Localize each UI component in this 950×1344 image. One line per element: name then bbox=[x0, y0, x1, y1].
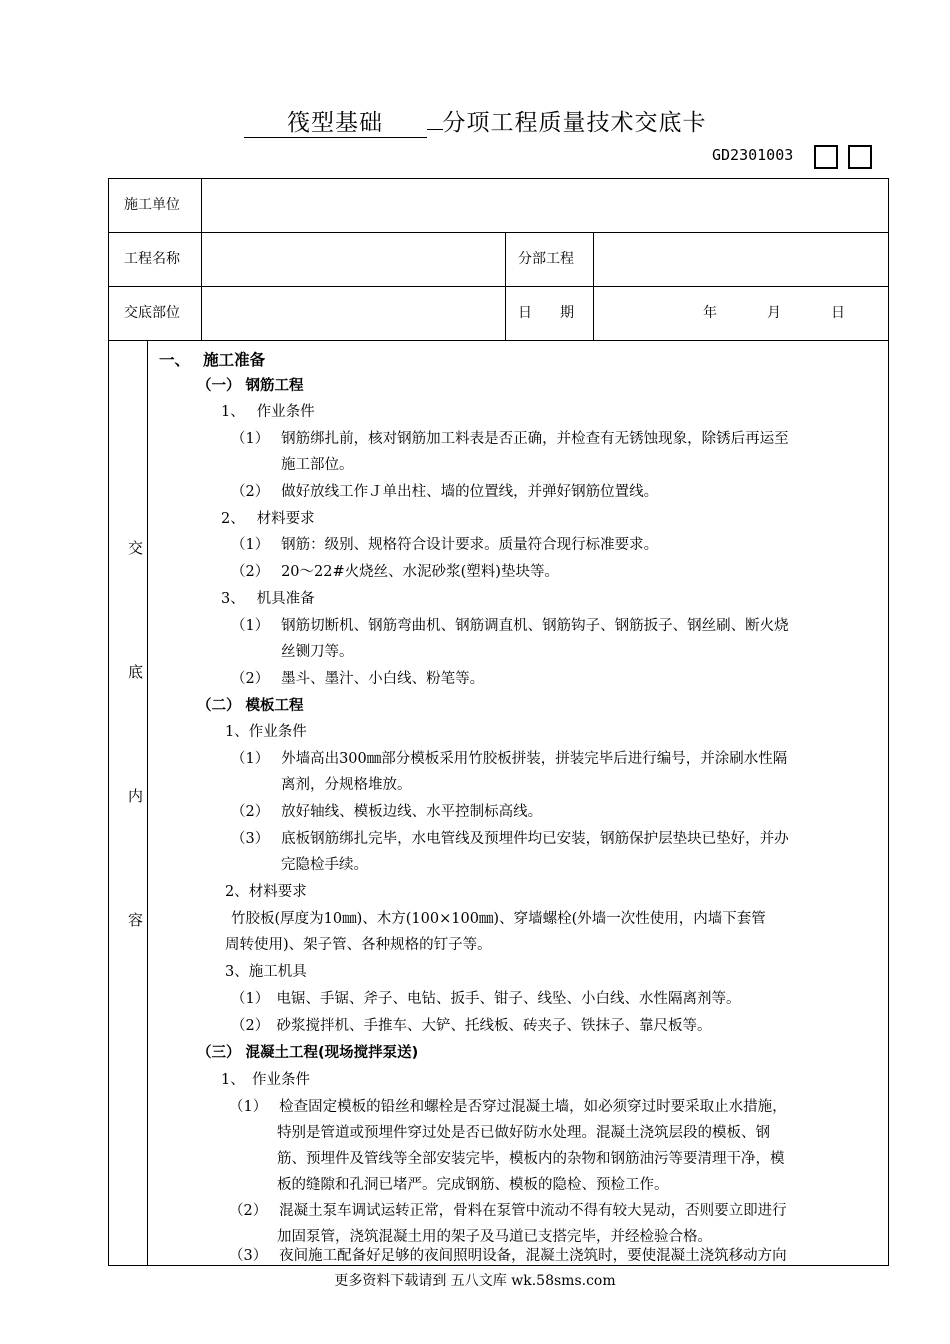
content-line: （1） 钢筋绑扎前，核对钢筋加工料表是否正确，并检查有无锈蚀现象，除锈后再运至 bbox=[231, 431, 789, 447]
content-line: （1） 钢筋：级别、规格符合设计要求。质量符合现行标准要求。 bbox=[231, 537, 659, 553]
handover-content bbox=[149, 341, 884, 1266]
side-label-char: 交 bbox=[128, 539, 144, 557]
content-line: 丝铡刀等。 bbox=[281, 644, 354, 660]
content-line: 施工部位。 bbox=[281, 457, 354, 473]
column-divider bbox=[593, 232, 594, 340]
footer-note: 更多资料下载请到 五八文库 wk.58sms.com bbox=[334, 1273, 616, 1289]
content-line: （2） 墨斗、墨汁、小白线、粉笔等。 bbox=[231, 671, 485, 687]
sub-project-label: 分部工程 bbox=[518, 251, 574, 267]
date-year: 年 bbox=[703, 305, 717, 321]
content-line: （2） 做好放线工作Ｊ单出柱、墙的位置线，并弹好钢筋位置线。 bbox=[231, 484, 659, 500]
content-line: 加固泵管，浇筑混凝土用的架子及马道已支搭完毕，并经检验合格。 bbox=[277, 1229, 712, 1245]
content-line: 完隐检手续。 bbox=[281, 857, 368, 873]
project-name-label: 工程名称 bbox=[124, 251, 180, 267]
content-line: （2） 砂浆搅拌机、手推车、大铲、托线板、砖夹子、铁抹子、靠尺板等。 bbox=[231, 1018, 712, 1034]
content-line: 1、 作业条件 bbox=[221, 404, 315, 420]
content-line: 2、材料要求 bbox=[225, 884, 307, 900]
title-underlined-name: 筏型基础 bbox=[244, 104, 427, 138]
content-line: 周转使用)、架子管、各种规格的钉子等。 bbox=[225, 937, 492, 953]
content-line: （3） 底板钢筋绑扎完毕，水电管线及预埋件均已安装，钢筋保护层垫块已垫好，并办 bbox=[231, 831, 789, 847]
content-line: 2、 材料要求 bbox=[221, 511, 315, 527]
content-line: 板的缝隙和孔洞已堵严。完成钢筋、模板的隐检、预检工作。 bbox=[277, 1177, 669, 1193]
content-line: （2） 20～22#火烧丝、水泥砂浆(塑料)垫块等。 bbox=[231, 564, 559, 580]
content-line: （1） 检查固定模板的铅丝和螺栓是否穿过混凝土墙，如必须穿过时要采取止水措施， bbox=[229, 1099, 787, 1115]
side-label-char: 底 bbox=[128, 663, 144, 681]
handover-form-table bbox=[108, 178, 889, 1266]
subsection-heading: （一） 钢筋工程 bbox=[197, 378, 304, 394]
row-divider bbox=[109, 232, 888, 233]
checkbox-1[interactable] bbox=[814, 145, 838, 169]
row-divider bbox=[109, 286, 888, 287]
title-suffix: 分项工程质量技术交底卡 bbox=[442, 110, 707, 136]
content-line: （1） 外墙高出300㎜部分模板采用竹胶板拼装，拼装完毕后进行编号，并涂刷水性隔 bbox=[231, 751, 788, 767]
subsection-heading: （二） 模板工程 bbox=[197, 698, 304, 714]
document-title bbox=[0, 104, 950, 138]
document-code: GD2301003 bbox=[712, 146, 794, 164]
content-line: 1、作业条件 bbox=[225, 724, 307, 740]
content-line: 特别是管道或预埋件穿过处是否已做好防水处理。混凝土浇筑层段的模板、钢 bbox=[277, 1125, 770, 1141]
date-day: 日 bbox=[831, 305, 845, 321]
checkbox-2[interactable] bbox=[848, 145, 872, 169]
date-month: 月 bbox=[767, 305, 781, 321]
section-heading: 一、 施工准备 bbox=[159, 351, 266, 369]
column-divider bbox=[201, 179, 202, 340]
content-line: 1、 作业条件 bbox=[221, 1072, 310, 1088]
date-label: 日 期 bbox=[518, 305, 574, 321]
content-line: 离剂，分规格堆放。 bbox=[281, 777, 412, 793]
content-line: （1） 钢筋切断机、钢筋弯曲机、钢筋调直机、钢筋钩子、钢筋扳子、钢丝刷、断火烧 bbox=[231, 618, 789, 634]
side-label-char: 容 bbox=[128, 911, 144, 929]
content-line: （2） 混凝土泵车调试运转正常，骨料在泵管中流动不得有较大晃动，否则要立即进行 bbox=[229, 1203, 787, 1219]
column-divider bbox=[147, 340, 148, 1265]
subsection-heading: （三） 混凝土工程(现场搅拌泵送) bbox=[197, 1045, 419, 1061]
side-label-column bbox=[109, 341, 147, 1265]
column-divider bbox=[505, 232, 506, 340]
content-line: 3、 机具准备 bbox=[221, 591, 315, 607]
content-line: （3） 夜间施工配备好足够的夜间照明设备，混凝土浇筑时，要使混凝土浇筑移动方向 bbox=[229, 1248, 787, 1264]
content-line: （1） 电锯、手锯、斧子、电钻、扳手、钳子、线坠、小白线、水性隔离剂等。 bbox=[231, 991, 741, 1007]
content-line: 筋、预埋件及管线等全部安装完毕，模板内的杂物和钢筋油污等要清理干净，模 bbox=[277, 1151, 785, 1167]
side-label-char: 内 bbox=[128, 787, 144, 805]
construction-unit-label: 施工单位 bbox=[124, 197, 180, 213]
handover-part-label: 交底部位 bbox=[124, 305, 180, 321]
content-line: 3、施工机具 bbox=[225, 964, 307, 980]
content-line: （2） 放好轴线、模板边线、水平控制标高线。 bbox=[231, 804, 543, 820]
content-line: 竹胶板(厚度为10㎜)、木方(100×100㎜)、穿墙螺栓(外墙一次性使用，内墙下套管 bbox=[231, 911, 766, 927]
